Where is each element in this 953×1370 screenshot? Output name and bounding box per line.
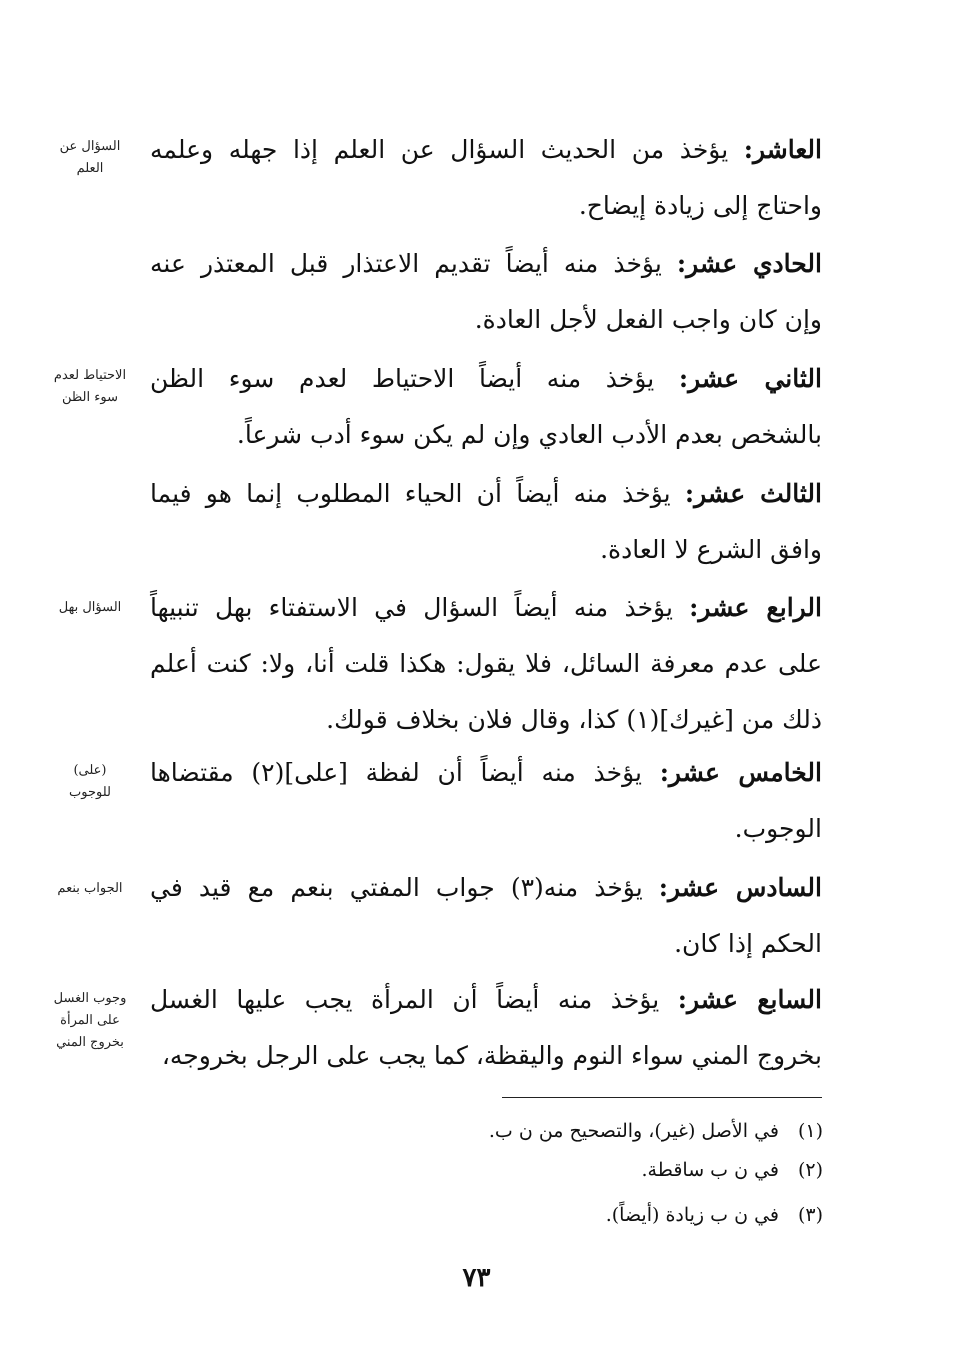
footnote	[606, 1203, 823, 1227]
paragraph-text: يؤخذ منه أيضاً أن لفظة [على](٢) مقتضاها	[150, 758, 660, 787]
paragraph-lead: العاشر:	[743, 135, 822, 164]
paragraph-10	[150, 122, 822, 234]
paragraph-text: يؤخذ منه(٣) جواب المفتي بنعم مع قيد في	[150, 873, 659, 902]
footnote-divider	[502, 1097, 822, 1098]
paragraph-text: ذلك من [غيرك](١) كذا، وقال فلان بخلاف قولك.	[326, 705, 822, 734]
paragraph-13	[150, 466, 822, 578]
margin-note: (على) للوجوب	[69, 763, 111, 800]
footnote-text: في ن ب ساقطة.	[641, 1159, 779, 1181]
footnote	[642, 1158, 823, 1182]
paragraph-17	[150, 972, 822, 1084]
paragraph-text: يؤخذ منه أيضاً تقديم الاعتذار قبل المعتذر عنه	[150, 249, 677, 278]
footnote-text: في ن ب زيادة (أيضاً).	[605, 1204, 779, 1226]
paragraph-lead: الثالث عشر:	[684, 479, 822, 508]
paragraph-14	[150, 580, 822, 748]
margin-note: الجواب بنعم	[57, 881, 123, 896]
paragraph-12	[150, 351, 822, 463]
paragraph-text: الحكم إذا كان.	[674, 929, 822, 958]
margin-note: الاحتياط لعدم سوء الظن	[53, 368, 127, 405]
paragraph-text: يؤخذ من الحديث السؤال عن العلم إذا جهله وعلمه	[150, 135, 744, 164]
paragraph-11	[150, 236, 822, 348]
footnote-number: (٢)	[797, 1159, 823, 1181]
paragraph-15	[150, 745, 822, 857]
paragraph-lead: الحادي عشر:	[676, 249, 822, 278]
paragraph-lead: السابع عشر:	[677, 985, 822, 1014]
paragraph-text: على عدم معرفة السائل، فلا يقول: هكذا قلت أنا، ولا: كنت أعلم	[150, 649, 822, 678]
paragraph-lead: الرابع عشر:	[689, 593, 822, 622]
paragraph-16	[150, 860, 822, 972]
paragraph-text: الوجوب.	[734, 814, 822, 843]
paragraph-text: بخروج المني سواء النوم واليقظة، كما يجب على الرجل بخروجه،	[161, 1041, 822, 1070]
page-number: ٧٣	[462, 1263, 491, 1293]
margin-note: السؤال بهل	[58, 600, 122, 615]
footnote-text: في الأصل (غير)، والتصحيح من ن ب.	[488, 1120, 779, 1142]
paragraph-text: يؤخذ منه أيضاً السؤال في الاستفتاء بهل تنبيهاً	[150, 593, 690, 622]
paragraph-text: يؤخذ منه أيضاً أن المرأة يجب عليها الغسل	[150, 985, 678, 1014]
margin-note: السؤال عن العلم	[59, 139, 121, 176]
paragraph-text: وإن كان واجب الفعل لأجل العادة.	[474, 305, 822, 334]
footnote	[489, 1119, 823, 1143]
margin-note: وجوب الغسل على المرأة بخروج المني	[53, 991, 127, 1050]
paragraph-lead: السادس عشر:	[658, 873, 822, 902]
footnote-number: (١)	[797, 1120, 823, 1142]
paragraph-text: يؤخذ منه أيضاً الاحتياط لعدم سوء الظن	[150, 364, 679, 393]
paragraph-text: يؤخذ منه أيضاً أن الحياء المطلوب إنما هو فيما	[150, 479, 685, 508]
paragraph-text: وافق الشرع لا العادة.	[600, 535, 822, 564]
paragraph-text: بالشخص بعدم الأدب العادي وإن لم يكن سوء أدب شرعاً.	[236, 420, 822, 449]
footnote-number: (٣)	[797, 1204, 823, 1226]
paragraph-lead: الخامس عشر:	[659, 758, 822, 787]
paragraph-text: واحتاج إلى زيادة إيضاح.	[578, 191, 822, 220]
paragraph-lead: الثاني عشر:	[678, 364, 822, 393]
